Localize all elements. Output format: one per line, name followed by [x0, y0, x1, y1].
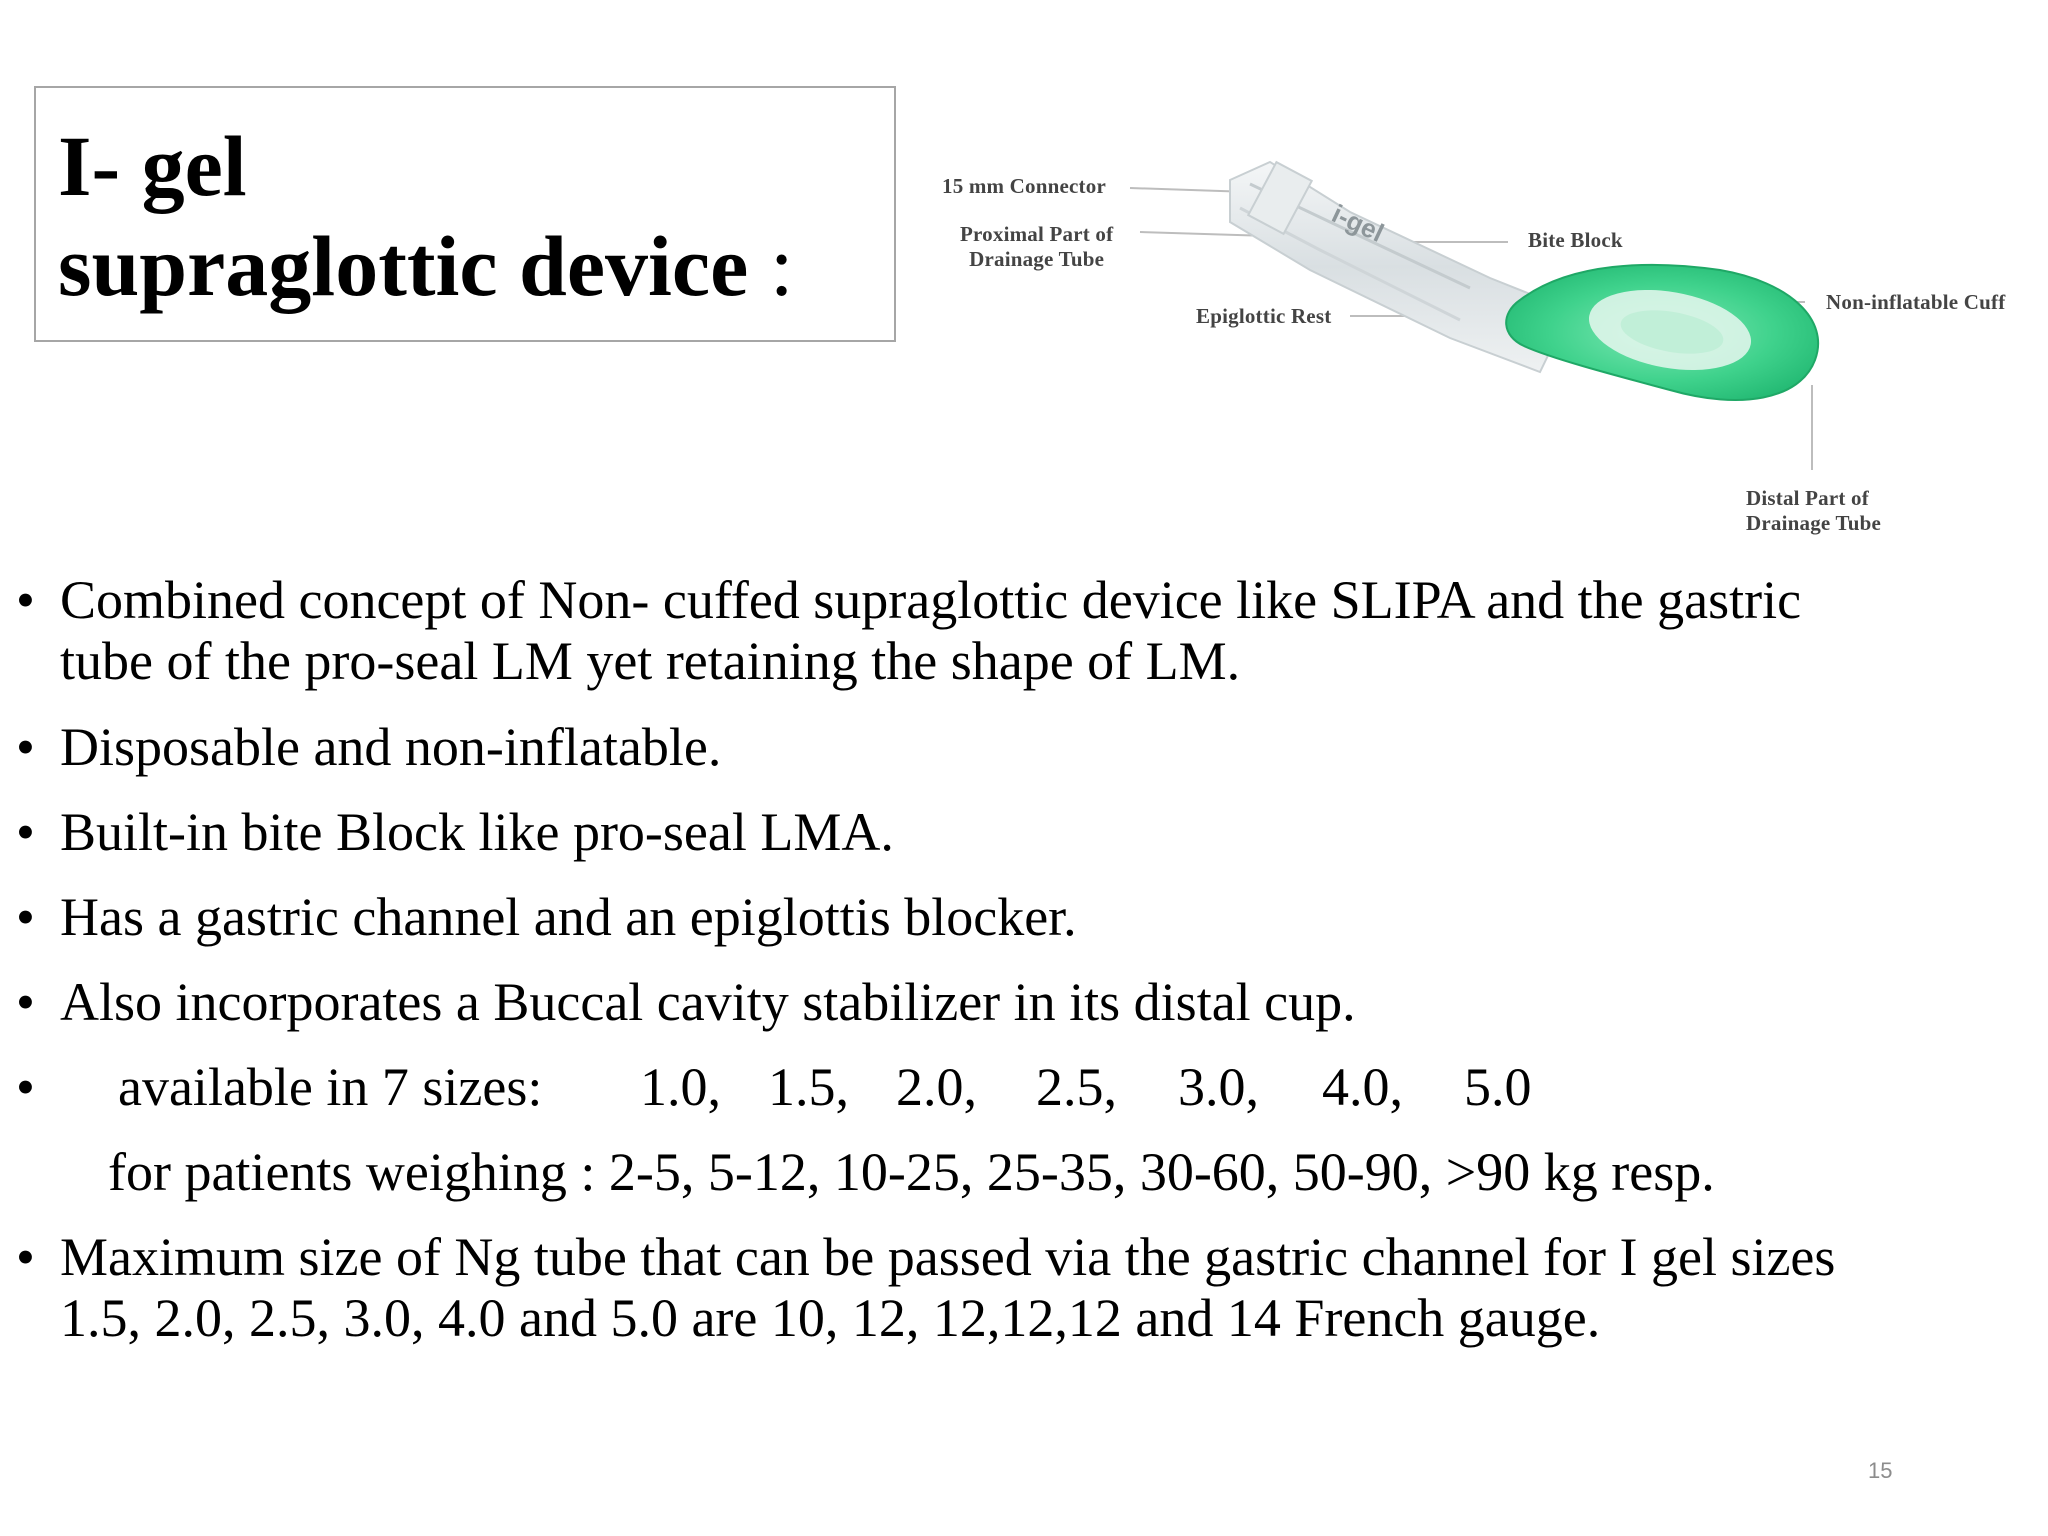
bullet-item: • Disposable and non-inflatable.: [16, 717, 722, 777]
title-line-2: supraglottic device: [58, 218, 749, 314]
bullet-item: • Also incorporates a Buccal cavity stabilizer in its distal cup.: [16, 972, 1356, 1032]
sizes-label: available in 7 sizes:: [118, 1057, 543, 1117]
label-non-inflatable-cuff: Non-inflatable Cuff: [1826, 290, 2006, 314]
size-value: 1.0,: [640, 1057, 721, 1117]
bullet-marker: •: [16, 717, 35, 777]
label-proximal-drainage: Proximal Part of Drainage Tube: [960, 222, 1114, 271]
page-number: 15: [1868, 1458, 1893, 1483]
bullet-marker: •: [16, 802, 35, 862]
size-value: 1.5,: [768, 1057, 849, 1117]
slide-title: [58, 116, 794, 316]
bullet-marker: •: [16, 972, 35, 1032]
size-value: 3.0,: [1178, 1057, 1259, 1117]
size-value: 5.0: [1464, 1057, 1532, 1117]
bullet-marker: •: [16, 570, 35, 630]
bullet-item-weights: for patients weighing : 2-5, 5-12, 10-25, 25-35, 30-60, 50-90, >90 kg resp.: [108, 1142, 1715, 1202]
bullet-item: • Combined concept of Non- cuffed supraglottic device like SLIPA and the gastric tube of the pro-seal LM yet retaining the shape of LM.: [16, 570, 1802, 691]
label-epiglottic-rest: Epiglottic Rest: [1196, 304, 1332, 328]
size-value: 4.0,: [1322, 1057, 1403, 1117]
bullet-marker: •: [16, 1227, 35, 1287]
title-line-1: I- gel: [58, 118, 247, 214]
bullet-item: • Maximum size of Ng tube that can be passed via the gastric channel for I gel sizes 1.5, 2.0, 2.5, 3.0, 4.0 and 5.0 are 10, 12, 12,12,12 and 14 French gauge.: [16, 1227, 1836, 1348]
bullet-marker: •: [16, 1057, 35, 1117]
label-distal-drainage: Distal Part of Drainage Tube: [1746, 486, 1882, 535]
title-box: [34, 86, 896, 342]
bullet-marker: •: [16, 887, 35, 947]
non-inflatable-cuff: [1506, 265, 1818, 400]
size-value: 2.0,: [896, 1057, 977, 1117]
title-colon: :: [769, 218, 794, 314]
bullet-item: • Has a gastric channel and an epiglottis blocker.: [16, 887, 1077, 947]
size-value: 2.5,: [1036, 1057, 1117, 1117]
label-bite-block: Bite Block: [1528, 228, 1623, 252]
svg-text:i-gel: i-gel: [1327, 198, 1389, 249]
bullet-item: • Built-in bite Block like pro-seal LMA.: [16, 802, 894, 862]
label-connector: 15 mm Connector: [942, 174, 1106, 198]
igel-device-figure: [930, 150, 2048, 550]
